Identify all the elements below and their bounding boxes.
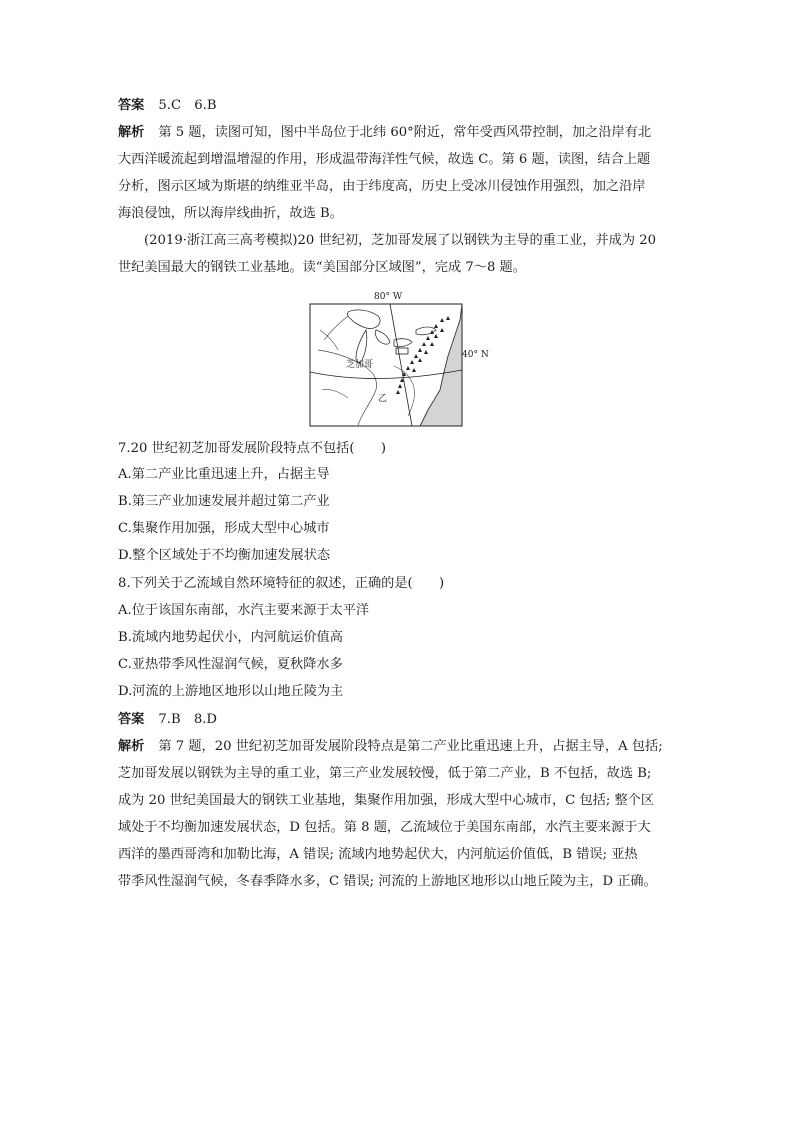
- analysis2-line-6: 带季风性湿润气候，冬春季降水多，C 错误; 河流的上游地区地形以山地丘陵为主，D 正确。: [118, 874, 657, 889]
- question-8-option-b: B.流域内地势起伏小，内河航运价值高: [118, 630, 343, 645]
- question-7-option-a: A.第二产业比重迅速上升，占据主导: [118, 467, 330, 482]
- analysis-text: 第 7 题，20 世纪初芝加哥发展阶段特点是第二产业比重迅速上升，占据主导，A 包括;: [158, 739, 663, 754]
- answer-tag: 答案: [118, 98, 145, 113]
- question-8-option-c: C.亚热带季风性湿润气候，夏秋降水多: [118, 657, 343, 672]
- question-8-stem: 8.下列关于乙流域自然环境特征的叙述，正确的是( ): [118, 576, 445, 591]
- latitude-label: 40° N: [462, 350, 489, 360]
- chicago-label: 芝加哥: [346, 360, 374, 370]
- analysis-line-2: 大西洋暖流起到增温增湿的作用，形成温带海洋性气候，故选 C。第 6 题，读图，结合上题: [118, 152, 651, 167]
- answer-value: 7.B 8.D: [158, 712, 217, 727]
- analysis-tag: 解析: [118, 125, 145, 140]
- answer-line-7-8: [118, 712, 678, 728]
- analysis2-line-5: 西洋的墨西哥湾和加勒比海，A 错误; 流域内地势起伏大，内河航运价值低，B 错误; 亚热: [118, 847, 638, 862]
- question-7-option-c: C.集聚作用加强，形成大型中心城市: [118, 521, 330, 536]
- answer-value: 5.C 6.B: [158, 98, 217, 113]
- region-yi-label: 乙: [378, 394, 388, 404]
- question-7-option-d: D.整个区域处于不均衡加速发展状态: [118, 548, 331, 563]
- answer-tag: 答案: [118, 712, 145, 727]
- analysis-text: 第 5 题，读图可知，图中半岛位于北纬 60°附近，常年受西风带控制，加之沿岸有北: [158, 125, 652, 140]
- longitude-label: 80° W: [374, 292, 403, 302]
- analysis2-line-2: 芝加哥发展以钢铁为主导的重工业，第三产业发展较慢，低于第二产业，B 不包括，故选 B;: [118, 766, 652, 781]
- analysis-tag: 解析: [118, 739, 145, 754]
- map-figure: [308, 290, 488, 428]
- answer-line-5-6: [118, 98, 678, 114]
- analysis-line-1: [118, 125, 678, 141]
- analysis2-line-4: 域处于不均衡加速发展状态，D 包括。第 8 题，乙流域位于美国东南部，水汽主要来源于大: [118, 820, 651, 835]
- question-8-option-d: D.河流的上游地区地形以山地丘陵为主: [118, 684, 344, 699]
- question-7-option-b: B.第三产业加速发展并超过第二产业: [118, 494, 330, 509]
- intro-line-2: 世纪美国最大的钢铁工业基地。读“美国部分区域图”，完成 7～8 题。: [118, 260, 526, 275]
- question-8-option-a: A.位于该国东南部，水汽主要来源于太平洋: [118, 603, 370, 618]
- us-region-map: [308, 290, 488, 428]
- analysis-line-3: 分析，图示区域为斯堪的纳维亚半岛，由于纬度高，历史上受冰川侵蚀作用强烈，加之沿岸: [118, 179, 646, 194]
- question-7-stem: 7.20 世纪初芝加哥发展阶段特点不包括( ): [118, 441, 387, 456]
- analysis-line-4: 海浪侵蚀，所以海岸线曲折，故选 B。: [118, 206, 343, 221]
- analysis2-line-3: 成为 20 世纪美国最大的钢铁工业基地，集聚作用加强，形成大型中心城市，C 包括; 整个区: [118, 793, 655, 808]
- analysis2-line-1: [118, 739, 678, 755]
- intro-line-1: (2019·浙江高三高考模拟)20 世纪初，芝加哥发展了以钢铁为主导的重工业，并成为 20: [144, 233, 656, 248]
